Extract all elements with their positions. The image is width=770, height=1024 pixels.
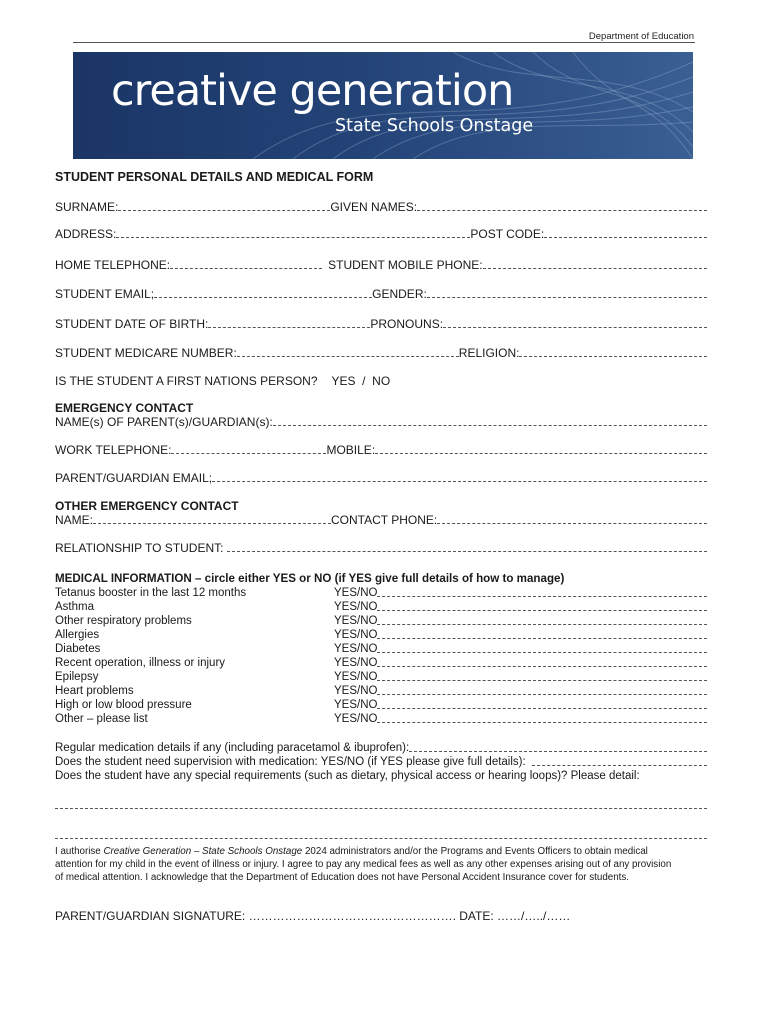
given-names-field[interactable] (417, 210, 707, 211)
gender-field[interactable] (427, 297, 707, 298)
medical-details-field[interactable] (377, 638, 707, 639)
pronouns-label: PRONOUNS: (370, 317, 444, 331)
parent-email-row (55, 470, 707, 485)
medical-condition-row (55, 656, 707, 670)
medical-condition-row (55, 628, 707, 642)
medical-condition-name: Epilepsy (55, 671, 99, 683)
student-email-label: STUDENT EMAIL; (55, 287, 155, 301)
medical-condition-name: Other respiratory problems (55, 615, 192, 627)
home-phone-field[interactable] (170, 268, 322, 269)
medical-condition-name: Recent operation, illness or injury (55, 657, 226, 669)
parent-email-label: PARENT/GUARDIAN EMAIL; (55, 471, 213, 485)
medicare-label: STUDENT MEDICARE NUMBER: (55, 346, 237, 360)
medical-details-field[interactable] (377, 596, 707, 597)
relationship-field[interactable] (227, 551, 707, 552)
medical-details-field[interactable] (377, 610, 707, 611)
postcode-field[interactable] (544, 237, 707, 238)
other-name-row (55, 512, 707, 527)
medicare-row (55, 345, 707, 360)
special-requirements-line-2[interactable] (55, 838, 707, 839)
other-name-label: NAME: (55, 513, 94, 527)
other-name-field[interactable] (93, 523, 331, 524)
mobile-phone-label: STUDENT MOBILE PHONE: (328, 258, 483, 272)
medical-details-field[interactable] (377, 694, 707, 695)
yes-no-option[interactable]: YES/NO (334, 671, 378, 683)
surname-field[interactable] (118, 210, 330, 211)
special-requirements-row (55, 768, 707, 783)
brand-banner (73, 52, 693, 159)
student-email-field[interactable] (154, 297, 372, 298)
dob-label: STUDENT DATE OF BIRTH: (55, 317, 209, 331)
relationship-label: RELATIONSHIP TO STUDENT: (55, 541, 224, 555)
parents-label: NAME(s) OF PARENT(s)/GUARDIAN(s): (55, 415, 273, 429)
medical-details-field[interactable] (377, 708, 707, 709)
yes-no-option[interactable]: YES/NO (334, 629, 378, 641)
supervision-label: Does the student need supervision with medication: YES/NO (if YES please give full details): (55, 756, 526, 768)
surname-row (55, 199, 707, 214)
medical-condition-row (55, 642, 707, 656)
dob-row (55, 316, 707, 331)
medical-condition-row (55, 614, 707, 628)
yes-no-option[interactable]: YES/NO (334, 713, 378, 725)
medical-condition-row (55, 684, 707, 698)
home-phone-label: HOME TELEPHONE: (55, 258, 171, 272)
mobile-label: MOBILE: (326, 443, 376, 457)
pronouns-field[interactable] (443, 327, 707, 328)
religion-label: RELIGION: (458, 346, 520, 360)
department-label: Department of Education (588, 31, 694, 42)
yes-no-option[interactable]: YES/NO (334, 657, 378, 669)
consent-prefix: I authorise (55, 846, 104, 857)
medical-condition-name: High or low blood pressure (55, 699, 192, 711)
relationship-row (55, 540, 707, 555)
address-label: ADDRESS: (55, 227, 117, 241)
regular-medication-label: Regular medication details if any (including paracetamol & ibuprofen): (55, 742, 410, 754)
postcode-label: POST CODE: (470, 227, 545, 241)
mobile-phone-field[interactable] (483, 268, 707, 269)
work-phone-row (55, 442, 707, 457)
medical-condition-row (55, 698, 707, 712)
other-phone-label: CONTACT PHONE: (331, 513, 438, 527)
yes-no-option[interactable]: YES/NO (334, 685, 378, 697)
special-requirements-line-1[interactable] (55, 808, 707, 809)
regular-medication-row (55, 740, 707, 755)
other-emergency-heading: OTHER EMERGENCY CONTACT (55, 499, 239, 513)
yes-no-option[interactable]: YES/NO (334, 699, 378, 711)
work-phone-label: WORK TELEPHONE: (55, 443, 172, 457)
surname-label: SURNAME: (55, 200, 119, 214)
parents-row (55, 414, 707, 429)
medical-condition-row (55, 586, 707, 600)
first-nations-row (55, 373, 707, 388)
brand-title: creative generation (111, 66, 514, 116)
regular-medication-field[interactable] (409, 751, 707, 752)
brand-subtitle: State Schools Onstage (335, 116, 534, 136)
medical-condition-row (55, 670, 707, 684)
medicare-field[interactable] (237, 356, 459, 357)
medical-condition-row (55, 712, 707, 726)
phone-row (55, 257, 707, 272)
medical-details-field[interactable] (377, 652, 707, 653)
mobile-field[interactable] (375, 453, 707, 454)
first-nations-options[interactable]: YES / NO (331, 374, 391, 388)
medical-heading: MEDICAL INFORMATION – circle either YES or NO (if YES give full details of how to manage) (55, 572, 565, 585)
medical-condition-name: Asthma (55, 601, 94, 613)
consent-program-name: Creative Generation – State Schools Onstage (103, 846, 303, 857)
medical-condition-name: Diabetes (55, 643, 101, 655)
consent-text: 2024 administrators and/or the Programs and Events Officers to obtain medical attention for my child in the event of illness or injury. I agree to pay any medical fees as well as any other expenses arising out of any provision of medical attention. I acknowledge that the Department of Education does not have Personal Accident Insurance cover for students. (55, 846, 672, 883)
supervision-field[interactable] (532, 765, 707, 766)
email-row (55, 286, 707, 301)
emergency-heading: EMERGENCY CONTACT (55, 401, 194, 415)
address-row (55, 226, 707, 241)
yes-no-option[interactable]: YES/NO (334, 615, 378, 627)
yes-no-option[interactable]: YES/NO (334, 601, 378, 613)
work-phone-field[interactable] (171, 453, 326, 454)
medical-condition-name: Allergies (55, 629, 100, 641)
parents-field[interactable] (273, 425, 707, 426)
parent-email-field[interactable] (212, 481, 707, 482)
yes-no-option[interactable]: YES/NO (334, 643, 378, 655)
medical-condition-row (55, 600, 707, 614)
religion-field[interactable] (519, 356, 707, 357)
medical-details-field[interactable] (377, 666, 707, 667)
medical-condition-name: Other – please list (55, 713, 148, 725)
gender-label: GENDER: (372, 287, 427, 301)
medical-details-field[interactable] (377, 722, 707, 723)
yes-no-option[interactable]: YES/NO (334, 587, 378, 599)
medical-details-field[interactable] (377, 680, 707, 681)
medical-condition-name: Tetanus booster in the last 12 months (55, 587, 247, 599)
address-field[interactable] (116, 237, 470, 238)
medical-condition-name: Heart problems (55, 685, 134, 697)
other-phone-field[interactable] (437, 523, 707, 524)
consent-paragraph (55, 845, 680, 884)
supervision-row (55, 754, 707, 769)
header-divider (73, 42, 695, 43)
form-title: STUDENT PERSONAL DETAILS AND MEDICAL FORM (55, 170, 374, 184)
given-names-label: GIVEN NAMES: (330, 200, 418, 214)
medical-details-field[interactable] (377, 624, 707, 625)
signature-line[interactable]: PARENT/GUARDIAN SIGNATURE: ……………………………………………. DATE: ……/…../…… (55, 909, 571, 923)
first-nations-question: IS THE STUDENT A FIRST NATIONS PERSON? (55, 374, 318, 388)
dob-field[interactable] (208, 327, 370, 328)
special-requirements-label: Does the student have any special requirements (such as dietary, physical access or hearing loops)? Please detail: (55, 770, 640, 782)
